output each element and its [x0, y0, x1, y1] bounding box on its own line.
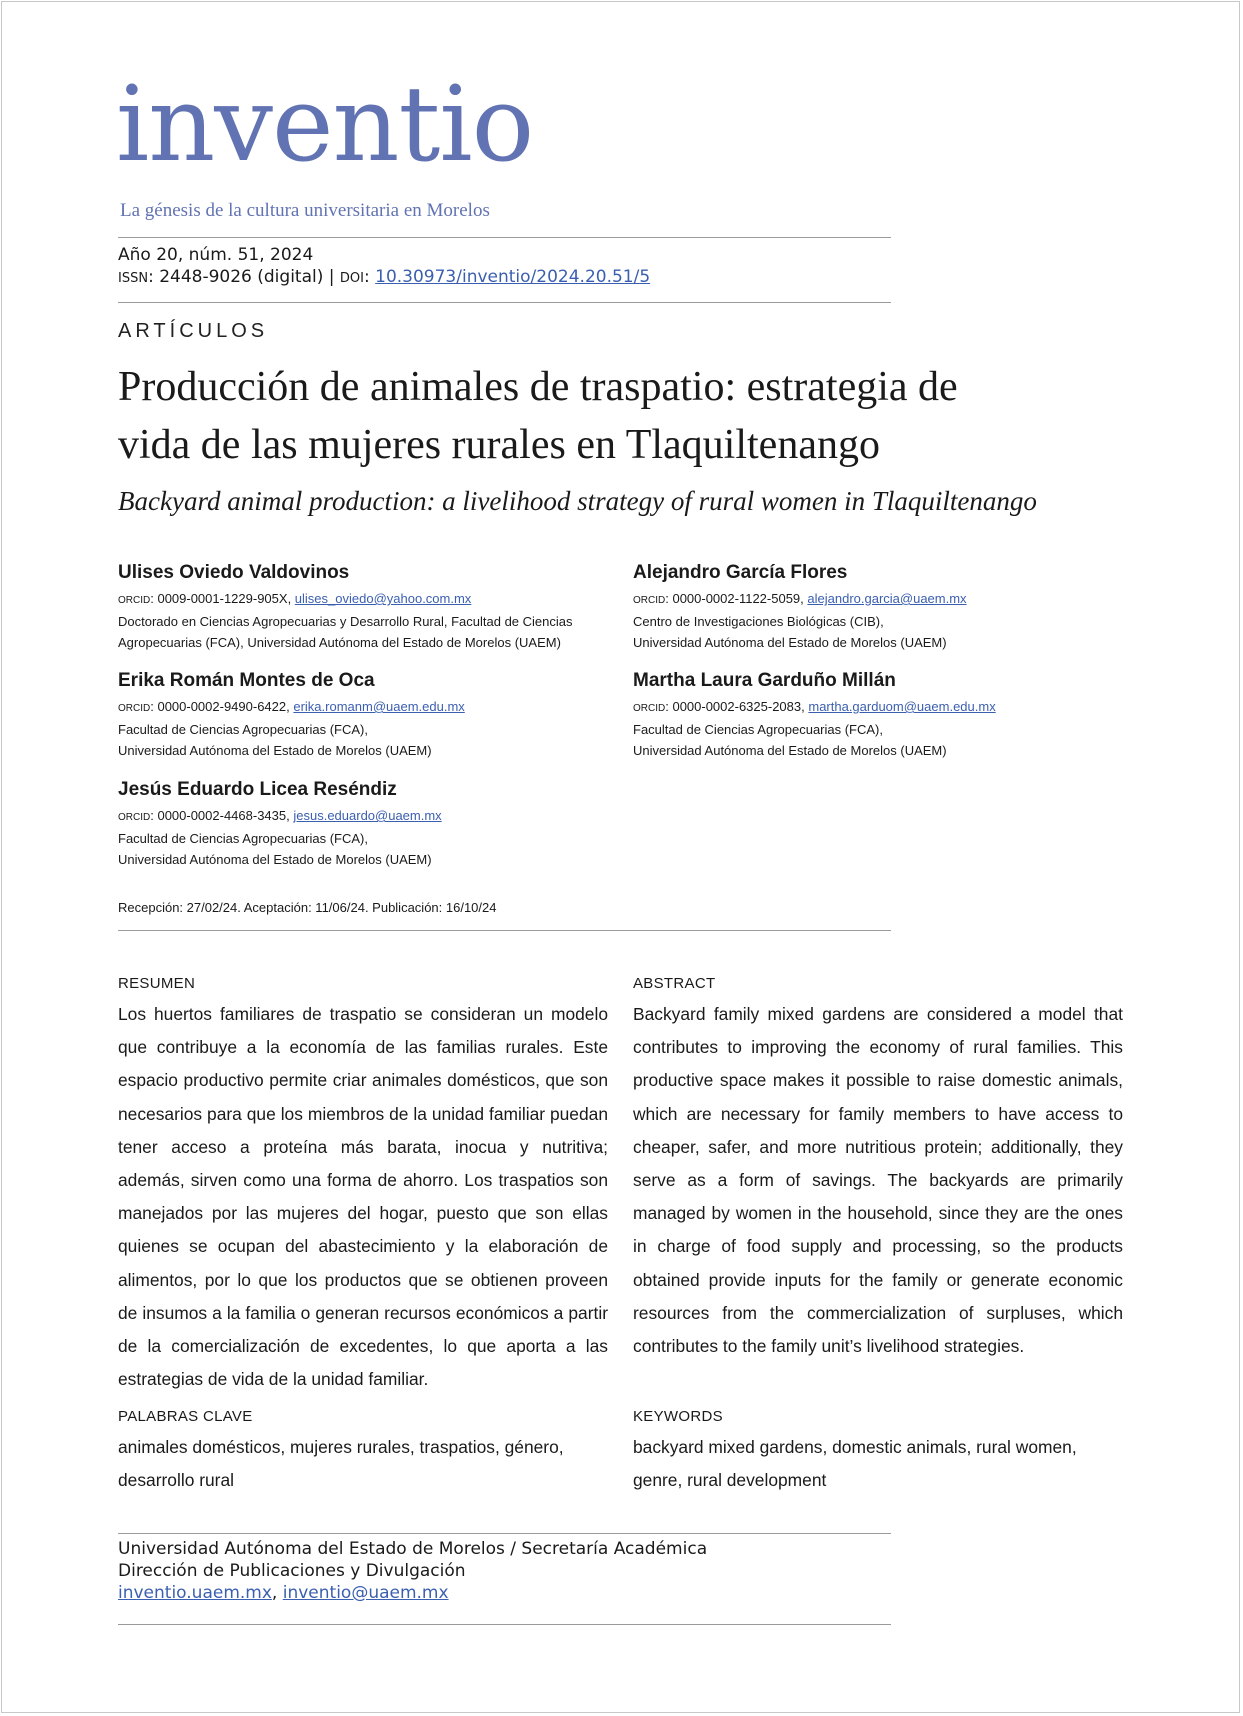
journal-tagline: La génesis de la cultura universitaria en Morelos: [120, 200, 490, 221]
author-email[interactable]: erika.romanm@uaem.edu.mx: [293, 699, 465, 714]
resumen-section: [118, 975, 608, 1396]
doi-sep: :: [363, 267, 376, 287]
publisher-footer: [118, 1538, 707, 1604]
divider: [118, 237, 891, 238]
palabras-clave-heading: PALABRAS CLAVE: [118, 1408, 253, 1425]
author-affiliation: Universidad Autónoma del Estado de Morelos (UAEM): [118, 743, 432, 758]
author-affiliation: Facultad de Ciencias Agropecuarias (FCA),: [118, 831, 369, 846]
author-email[interactable]: ulises_oviedo@yahoo.com.mx: [294, 591, 472, 606]
author-affiliation: Agropecuarias (FCA), Universidad Autónoma del Estado de Morelos (UAEM): [118, 635, 561, 650]
orcid-label: ORCID: [118, 595, 151, 606]
orcid-id: : 0000-0002-9490-6422,: [150, 699, 294, 714]
orcid-id: : 0000-0002-1122-5059,: [665, 591, 808, 606]
issue-line: Año 20, núm. 51, 2024: [118, 245, 314, 265]
identifier-line: [118, 266, 650, 290]
issue-info: [118, 244, 650, 290]
author-name: Martha Laura Garduño Millán: [633, 670, 896, 691]
author-affiliation: Doctorado en Ciencias Agropecuarias y Desarrollo Rural, Facultad de Ciencias: [118, 614, 573, 629]
keywords-body: backyard mixed gardens, domestic animals, rural women, genre, rural development: [633, 1437, 1077, 1491]
keywords-heading: KEYWORDS: [633, 1408, 723, 1425]
orcid-id: : 0009-0001-1229-905X,: [150, 591, 295, 606]
author-block: [118, 777, 618, 870]
author-name: Jesús Eduardo Licea Reséndiz: [118, 779, 397, 800]
author-email[interactable]: jesus.eduardo@uaem.mx: [293, 808, 442, 823]
author-orcid: [633, 696, 1133, 719]
divider: [118, 1533, 891, 1534]
author-affiliation: Facultad de Ciencias Agropecuarias (FCA),: [118, 722, 369, 737]
author-orcid: [118, 588, 618, 611]
abstract-heading: ABSTRACT: [633, 975, 716, 992]
abstract-section: [633, 975, 1123, 1363]
resumen-heading: RESUMEN: [118, 975, 196, 992]
divider: [118, 930, 891, 931]
publisher-line: Universidad Autónoma del Estado de Morelos / Secretaría Académica: [118, 1539, 708, 1559]
website-link[interactable]: inventio.uaem.mx: [118, 1583, 272, 1603]
orcid-label: ORCID: [633, 703, 666, 714]
divider: [118, 302, 891, 303]
orcid-id: : 0000-0002-4468-3435,: [150, 808, 294, 823]
orcid-label: ORCID: [633, 595, 666, 606]
author-email[interactable]: alejandro.garcia@uaem.mx: [807, 591, 967, 606]
publication-dates: Recepción: 27/02/24. Aceptación: 11/06/24. Publicación: 16/10/24: [118, 900, 497, 915]
resumen-body: Los huertos familiares de traspatio se consideran un modelo que contribuye a la economía de las familias rurales. Este espacio productivo permite criar animales domésticos, que son necesarios para que los miembros de la unidad familiar puedan tener acceso a proteína más barata, inocua y nutritiva; además, sirven como una forma de ahorro. Los traspatios son manejados por las mujeres del hogar, puesto que son ellas quienes se ocupan del abastecimiento y la elaboración de alimentos, por lo que los productos que se obtienen proveen de insumos a la familia o generan recursos económicos a partir de la comercialización de excedentes, lo que aporta a las estrategias de vida de la unidad familiar.: [118, 1004, 608, 1390]
author-affiliation: Universidad Autónoma del Estado de Morelos (UAEM): [118, 852, 432, 867]
keywords-section: [633, 1408, 1123, 1497]
publisher-links: [118, 1582, 707, 1604]
author-affiliation: Centro de Investigaciones Biológicas (CIB),: [633, 614, 884, 629]
author-orcid: [118, 805, 618, 828]
author-name: Alejandro García Flores: [633, 562, 848, 583]
journal-logo: inventio: [116, 63, 534, 185]
doi-link[interactable]: 10.30973/inventio/2024.20.51/5: [375, 267, 651, 287]
author-affiliation: Facultad de Ciencias Agropecuarias (FCA),: [633, 722, 884, 737]
author-block: [118, 668, 618, 761]
issn-value: : 2448-9026 (digital) |: [148, 267, 340, 287]
author-affiliation: Universidad Autónoma del Estado de Morelos (UAEM): [633, 635, 947, 650]
orcid-label: ORCID: [118, 812, 151, 823]
abstract-body: Backyard family mixed gardens are considered a model that contributes to improving the economy of rural families. This productive space makes it possible to raise domestic animals, which are necessary for family members to have access to cheaper, safer, and more nutritious protein; additionally, they serve as a form of savings. The backyards are primarily managed by women in the household, since they are the ones in charge of food supply and processing, so the products obtained provide inputs for the family or generate economic resources from the commercialization of surpluses, which contributes to the family unit’s livelihood strategies.: [633, 1004, 1123, 1357]
orcid-id: : 0000-0002-6325-2083,: [665, 699, 809, 714]
section-label: ARTÍCULOS: [118, 320, 269, 342]
author-name: Ulises Oviedo Valdovinos: [118, 562, 350, 583]
link-separator: ,: [271, 1583, 283, 1603]
article-title: Producción de animales de traspatio: estrategia de vida de las mujeres rurales en Tlaquiltenango: [118, 364, 958, 468]
author-orcid: [633, 588, 1133, 611]
author-block: [118, 560, 618, 653]
divider: [118, 1624, 891, 1625]
author-name: Erika Román Montes de Oca: [118, 670, 375, 691]
doi-label: DOI: [339, 271, 364, 286]
email-link[interactable]: inventio@uaem.mx: [282, 1583, 449, 1603]
author-affiliation: Universidad Autónoma del Estado de Morelos (UAEM): [633, 743, 947, 758]
author-block: [633, 560, 1133, 653]
author-block: [633, 668, 1133, 761]
orcid-label: ORCID: [118, 703, 151, 714]
issn-label: ISSN: [118, 271, 149, 286]
palabras-clave-section: [118, 1408, 608, 1497]
author-email[interactable]: martha.garduom@uaem.edu.mx: [808, 699, 996, 714]
article-subtitle: Backyard animal production: a livelihood strategy of rural women in Tlaquiltenango: [118, 486, 1037, 516]
author-orcid: [118, 696, 618, 719]
palabras-clave-body: animales domésticos, mujeres rurales, traspatios, género, desarrollo rural: [118, 1437, 564, 1491]
publisher-department: Dirección de Publicaciones y Divulgación: [118, 1561, 466, 1581]
